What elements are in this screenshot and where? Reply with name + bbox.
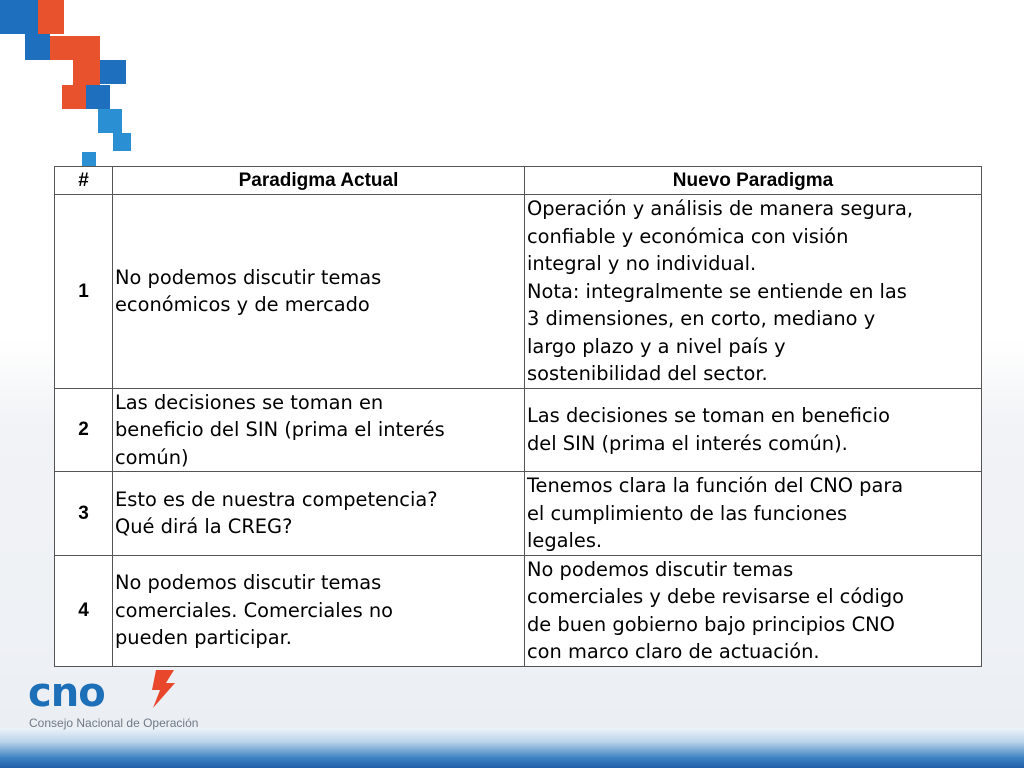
cell-line: el cumplimiento de las funciones: [527, 501, 848, 525]
deco-square: [0, 0, 38, 34]
cell-line: legales.: [527, 529, 603, 552]
deco-square: [86, 85, 110, 109]
cell-line: pueden participar.: [115, 626, 292, 650]
cell-nuevo-paradigma: [525, 195, 982, 389]
deco-square: [62, 85, 86, 109]
cell-line: con marco claro de actuación.: [527, 640, 820, 663]
cell-line: Qué dirá la CREG?: [115, 515, 293, 539]
cell-line: No podemos discutir temas: [115, 265, 382, 289]
deco-square: [25, 34, 50, 60]
cell-line: Esto es de nuestra competencia?: [115, 487, 438, 511]
row-number: 4: [55, 555, 113, 666]
svg-text:cno: cno: [28, 670, 105, 712]
cell-line: largo plazo y a nivel país y: [527, 334, 786, 358]
cno-logo: [28, 668, 178, 712]
row-number: 2: [55, 388, 113, 472]
cell-line: económicos y de mercado: [115, 293, 370, 317]
paradigm-table: [54, 166, 982, 667]
cell-line: Las decisiones se toman en: [115, 390, 384, 414]
cell-line: común): [115, 445, 189, 469]
cell-line: comerciales y debe revisarse el código: [527, 585, 905, 608]
row-number: 1: [55, 195, 113, 389]
bottom-gradient-strip: [0, 728, 1024, 768]
header-nuevo-paradigma: Nuevo Paradigma: [525, 167, 982, 195]
cell-line: 3 dimensiones, en corto, mediano y: [527, 307, 876, 330]
header-number: #: [55, 167, 113, 195]
table-row: [55, 472, 982, 556]
row-number: 3: [55, 472, 113, 556]
cell-line: confiable y económica con visión: [527, 224, 849, 248]
cell-line: integral y no individual.: [527, 252, 757, 275]
cell-line: No podemos discutir temas: [527, 557, 794, 581]
cell-nuevo-paradigma: [525, 388, 982, 472]
cell-paradigma-actual: [113, 195, 525, 389]
cell-line: comerciales. Comerciales no: [115, 598, 394, 622]
cell-line: Operación y análisis de manera segura,: [527, 197, 914, 220]
cell-line: de buen gobierno bajo principios CNO: [527, 612, 895, 636]
logo-subtitle: Consejo Nacional de Operación: [29, 716, 199, 730]
deco-square: [50, 36, 100, 60]
cell-paradigma-actual: [113, 555, 525, 666]
cell-line: No podemos discutir temas: [115, 571, 382, 595]
table-row: [55, 555, 982, 666]
cell-nuevo-paradigma: [525, 472, 982, 556]
cell-line: del SIN (prima el interés común).: [527, 431, 848, 455]
deco-square: [98, 109, 122, 133]
table-header-row: [55, 167, 982, 195]
cell-line: Nota: integralmente se entiende en las: [527, 279, 907, 303]
deco-square: [82, 152, 96, 166]
cell-nuevo-paradigma: [525, 555, 982, 666]
cell-line: sostenibilidad del sector.: [527, 362, 768, 385]
header-paradigma-actual: Paradigma Actual: [113, 167, 525, 195]
cell-line: beneficio del SIN (prima el interés: [115, 418, 445, 441]
lightning-bolt-icon: [152, 670, 175, 708]
cell-paradigma-actual: [113, 472, 525, 556]
cell-line: Tenemos clara la función del CNO para: [527, 474, 904, 497]
deco-square: [100, 60, 126, 84]
cell-paradigma-actual: [113, 388, 525, 472]
table-row: [55, 388, 982, 472]
deco-square: [73, 60, 100, 85]
deco-square: [113, 133, 131, 151]
cell-line: Las decisiones se toman en beneficio: [527, 404, 890, 428]
deco-square: [38, 0, 64, 34]
table-row: [55, 195, 982, 389]
